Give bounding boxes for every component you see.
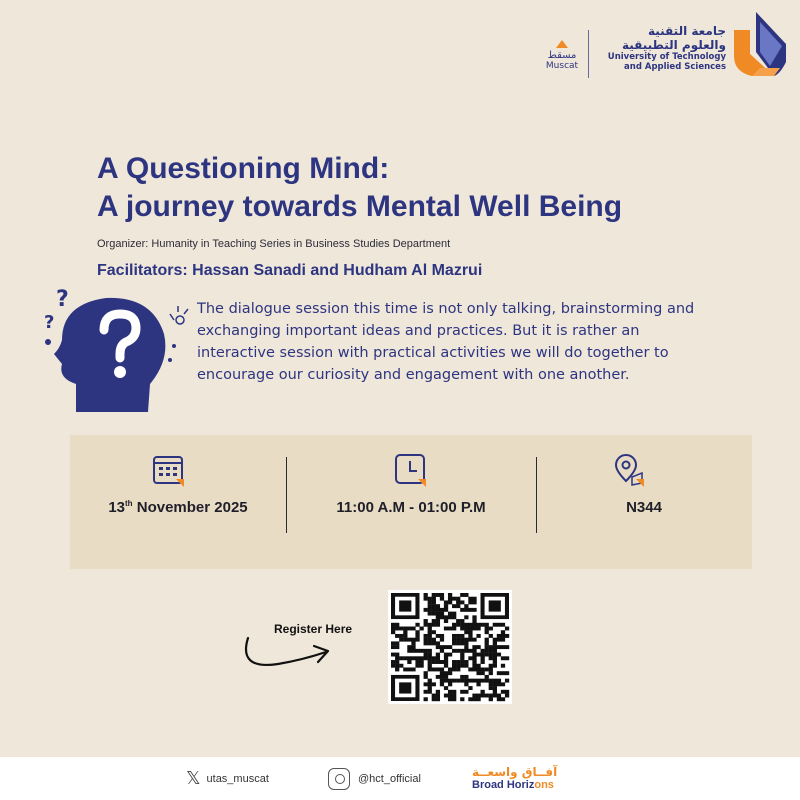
university-name-ar-1: جامعة التقنية xyxy=(647,24,726,38)
university-name-ar-2: والعلوم التطبيقية xyxy=(621,38,726,52)
brand-en-accent: ons xyxy=(534,779,554,791)
muscat-english: Muscat xyxy=(545,61,579,71)
clock-icon xyxy=(394,453,428,487)
registration-qr-code[interactable] xyxy=(388,590,512,704)
event-title-line-1: A Questioning Mind: xyxy=(97,152,390,185)
date-value xyxy=(70,499,286,516)
date-column xyxy=(70,435,286,569)
event-title xyxy=(97,150,622,226)
curved-arrow-icon xyxy=(238,632,338,672)
university-name-en-2: and Applied Sciences xyxy=(624,62,726,72)
muscat-triangle-icon xyxy=(556,40,568,48)
university-name-en-1: University of Technology xyxy=(607,52,726,62)
facilitators-text: Facilitators: Hassan Sanadi and Hudham Al Mazrui xyxy=(97,262,483,279)
svg-text:?: ? xyxy=(44,312,55,333)
university-logo-icon xyxy=(730,10,790,80)
questioning-head-icon xyxy=(40,284,190,424)
instagram-account[interactable] xyxy=(328,757,421,800)
broad-horizons-en xyxy=(472,779,557,792)
x-icon: 𝕏 xyxy=(186,768,201,789)
university-name xyxy=(600,24,726,72)
event-description: The dialogue session this time is not only talking, brainstorming and exchanging important ideas and practices. But it is rather an interactive session with practical activities we will do together to encourage our curiosity and engagement with one another. xyxy=(197,301,695,383)
organizer-text: Organizer: Humanity in Teaching Series in Business Studies Department xyxy=(97,238,451,250)
date-day: 13 xyxy=(108,499,126,516)
footer xyxy=(0,757,800,800)
broad-horizons-ar: آفــاق واسعــة xyxy=(472,765,558,779)
broad-horizons-brand xyxy=(472,757,557,800)
location-value: N344 xyxy=(626,499,662,516)
event-details-band xyxy=(70,435,752,569)
date-rest: November 2025 xyxy=(132,499,248,516)
date-suffix: th xyxy=(125,499,133,508)
x-handle: utas_muscat xyxy=(206,772,269,785)
instagram-icon xyxy=(328,768,350,790)
register-label: Register Here xyxy=(274,622,353,636)
instagram-handle: @hct_official xyxy=(358,772,421,785)
logo-divider xyxy=(588,30,589,78)
muscat-branch-mark xyxy=(540,40,584,72)
brand-en-main: Broad Horiz xyxy=(472,779,535,791)
time-value: 11:00 A.M - 01:00 P.M xyxy=(336,499,486,516)
broad-horizons-logo xyxy=(472,765,557,792)
location-pin-icon xyxy=(612,453,646,487)
muscat-arabic: مسقط xyxy=(547,50,577,61)
event-title-line-2: A journey towards Mental Well Being xyxy=(97,190,623,223)
x-account[interactable] xyxy=(186,757,269,800)
calendar-icon xyxy=(152,453,186,487)
time-column xyxy=(286,435,536,569)
location-column xyxy=(536,435,752,569)
svg-text:?: ? xyxy=(56,287,69,312)
